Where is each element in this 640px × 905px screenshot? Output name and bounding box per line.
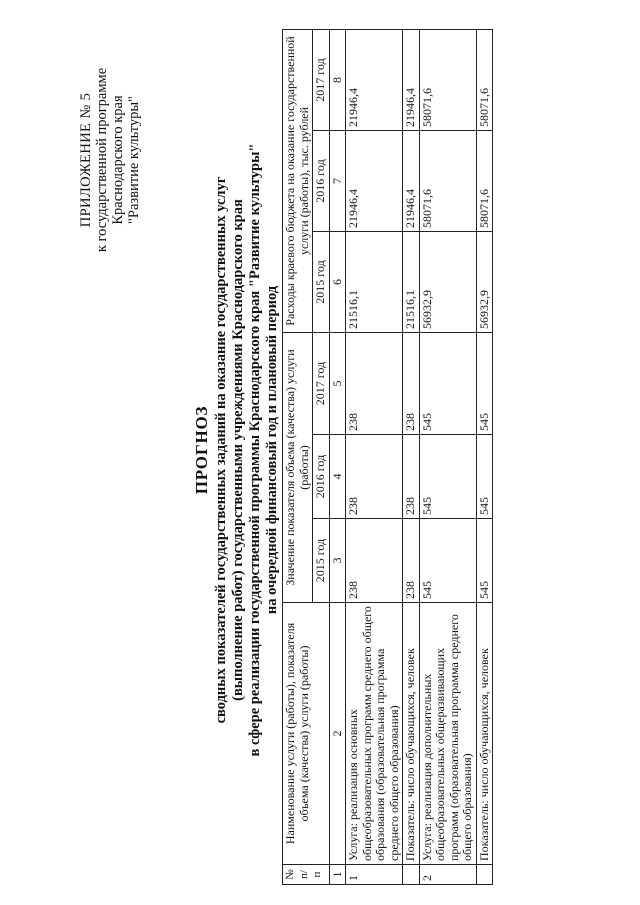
table-row xyxy=(419,29,476,884)
row-value: 545 xyxy=(476,333,493,435)
header-year: 2015 год xyxy=(313,232,330,333)
header-volume: Значение показателя объема (качества) услуги (работы) xyxy=(283,333,313,603)
row-value: 56932,9 xyxy=(419,232,476,333)
header-year: 2015 год xyxy=(313,519,330,603)
row-value: 545 xyxy=(419,333,476,435)
header-year: 2016 год xyxy=(313,131,330,232)
column-number: 7 xyxy=(329,131,346,232)
row-num xyxy=(476,865,493,885)
row-name: Услуга: реализация основных общеобразовательных программ среднего общего образования (образовательная программа среднего общего образования) xyxy=(346,603,403,865)
column-number: 3 xyxy=(329,519,346,603)
row-name: Показатель: число обучающихся, человек xyxy=(476,603,493,865)
row-num: 1 xyxy=(346,865,403,885)
row-value: 21516,1 xyxy=(403,232,420,333)
column-number: 1 xyxy=(329,865,346,885)
title-line: в сфере реализации государственной программы Краснодарского края "Развитие культуры" xyxy=(247,143,263,757)
row-value: 238 xyxy=(403,435,420,519)
row-value: 58071,6 xyxy=(476,29,493,130)
table-row xyxy=(346,29,403,884)
row-value: 21946,4 xyxy=(346,131,403,232)
row-num: 2 xyxy=(419,865,476,885)
document-title xyxy=(193,35,281,865)
header-num: № п/п xyxy=(283,865,330,885)
forecast-table xyxy=(282,30,493,885)
table-row xyxy=(403,29,420,884)
appendix-line: к государственной программе xyxy=(94,67,110,253)
title-line: сводных показателей государственных заданий на оказание государственных услуг xyxy=(213,176,229,724)
row-value: 545 xyxy=(476,519,493,603)
title-line: на очередной финансовый год и плановый период xyxy=(264,285,280,615)
row-num xyxy=(403,865,420,885)
row-value: 56932,9 xyxy=(476,232,493,333)
row-name: Показатель: число обучающихся, человек xyxy=(403,603,420,865)
column-number: 8 xyxy=(329,29,346,130)
header-year: 2017 год xyxy=(313,29,330,130)
table-row xyxy=(476,29,493,884)
header-expenses: Расходы краевого бюджета на оказание государственной услуги (работы), тыс. рублей xyxy=(283,29,313,332)
header-year: 2017 год xyxy=(313,333,330,435)
row-value: 545 xyxy=(419,519,476,603)
row-value: 238 xyxy=(403,519,420,603)
title-heading: ПРОГНОЗ xyxy=(192,405,211,495)
row-value: 238 xyxy=(346,333,403,435)
title-line: (выполнение работ) государственными учреждениями Краснодарского края xyxy=(230,199,246,701)
column-number: 6 xyxy=(329,232,346,333)
appendix-title: ПРИЛОЖЕНИЕ № 5 xyxy=(78,92,94,228)
column-number-row xyxy=(329,29,346,884)
column-number: 2 xyxy=(329,603,346,865)
row-value: 21946,4 xyxy=(403,29,420,130)
column-number: 4 xyxy=(329,435,346,519)
header-year: 2016 год xyxy=(313,435,330,519)
row-name: Услуга: реализация дополнительных общеобразовательных общеразвивающих программ (образовательная программа среднего общего образования) xyxy=(419,603,476,865)
row-value: 58071,6 xyxy=(476,131,493,232)
row-value: 21516,1 xyxy=(346,232,403,333)
row-value: 21946,4 xyxy=(403,131,420,232)
row-value: 545 xyxy=(419,435,476,519)
appendix-block xyxy=(78,55,142,265)
column-number: 5 xyxy=(329,333,346,435)
appendix-line: "Развитие культуры" xyxy=(126,96,142,224)
row-value: 238 xyxy=(403,333,420,435)
row-value: 21946,4 xyxy=(346,29,403,130)
row-value: 58071,6 xyxy=(419,29,476,130)
appendix-line: Краснодарского края xyxy=(110,95,126,225)
row-value: 58071,6 xyxy=(419,131,476,232)
row-value: 238 xyxy=(346,435,403,519)
header-name: Наименование услуги (работы), показателя объема (качества) услуги (работы) xyxy=(283,603,330,865)
row-value: 238 xyxy=(346,519,403,603)
row-value: 545 xyxy=(476,435,493,519)
